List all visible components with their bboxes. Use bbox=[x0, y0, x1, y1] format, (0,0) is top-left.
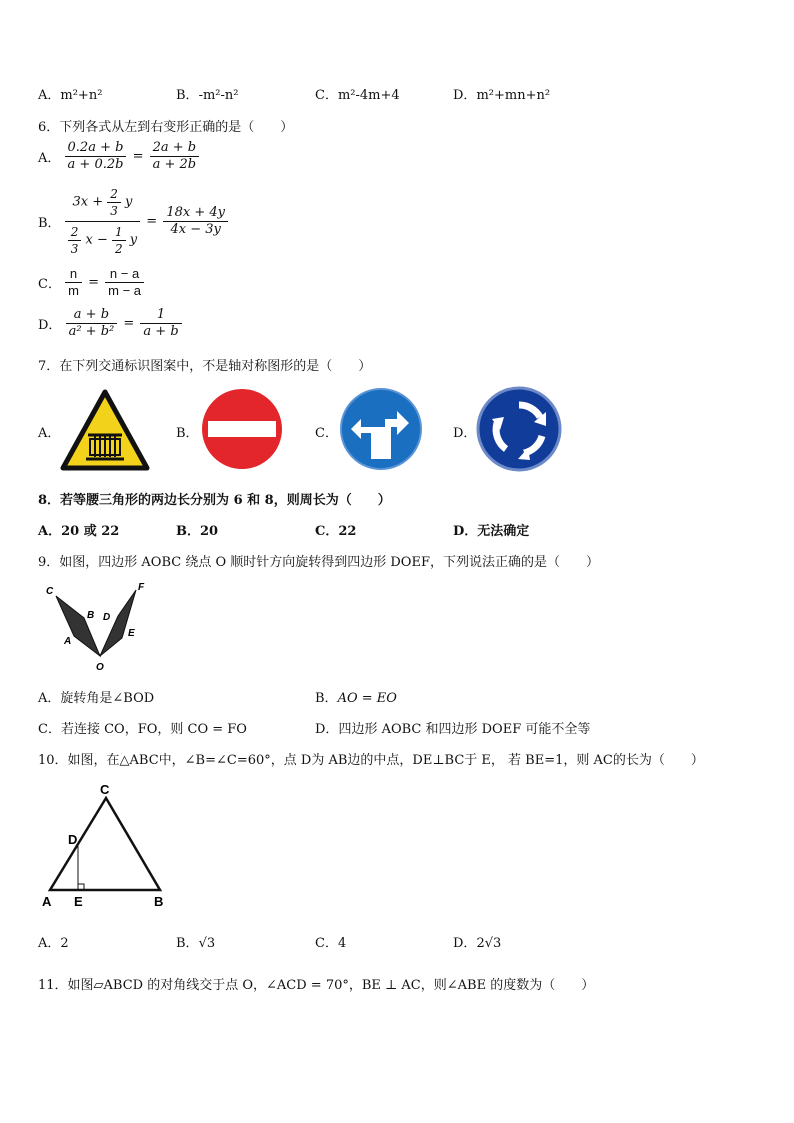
q5-option-b[interactable]: B．-m²-n² bbox=[176, 88, 239, 103]
q7-option-d-letter[interactable]: D． bbox=[453, 426, 477, 441]
q8-option-d[interactable]: D．无法确定 bbox=[453, 524, 530, 539]
q5-option-c[interactable]: C．m²-4m+4 bbox=[315, 88, 400, 103]
fraction: $\frac{1}{a + b}$ bbox=[140, 307, 181, 340]
q9-option-a[interactable]: A．旋转角是∠BOD bbox=[38, 691, 155, 706]
q5-option-a[interactable]: A．m²+n² bbox=[38, 88, 103, 103]
q5-option-d[interactable]: D．m²+mn+n² bbox=[453, 88, 551, 103]
fraction: $\frac{0.2a + b}{a + 0.2b}$ bbox=[65, 140, 127, 173]
complex-fraction: 3x + $\frac{2}{3}$ y $\frac{2}{3}$ x − $\frac{1}{2}$ y bbox=[65, 186, 140, 257]
label-a: A bbox=[42, 894, 52, 909]
fraction: $\frac{a + b}{\text{a² + b²}}$ bbox=[66, 307, 118, 340]
q8-option-c[interactable]: C．22 bbox=[315, 524, 357, 539]
fraction: $\frac{18x + 4y}{4x - 3y}$ bbox=[163, 205, 228, 238]
q6-option-a[interactable]: A． $\frac{0.2a + b}{a + 0.2b}$ = $\frac{2a + b}{a + 2b}$ bbox=[38, 140, 199, 173]
label-c: C bbox=[100, 782, 110, 797]
railway-crossing-warning-sign-icon bbox=[60, 389, 150, 471]
q9-option-b[interactable]: B．AO = EO bbox=[315, 691, 397, 706]
q7-option-a-letter[interactable]: A． bbox=[38, 426, 61, 441]
label-d: D bbox=[68, 832, 78, 847]
equilateral-triangle-figure bbox=[38, 778, 178, 912]
label-o: O bbox=[96, 662, 104, 673]
label-b: B bbox=[154, 894, 164, 909]
q6-stem: 6．下列各式从左到右变形正确的是（ ） bbox=[38, 120, 294, 135]
q10-option-a[interactable]: A．2 bbox=[38, 936, 69, 951]
label-a: A bbox=[64, 636, 72, 647]
q6-option-c[interactable]: C． $\frac{n}{m}$ = $\frac{n - a}{m - a}$ bbox=[38, 266, 144, 299]
q7-option-c-letter[interactable]: C． bbox=[315, 426, 338, 441]
left-or-right-turn-sign-icon bbox=[339, 387, 423, 471]
label-f: F bbox=[138, 582, 145, 593]
fraction: $\frac{n}{m}$ bbox=[65, 266, 82, 299]
q6-option-d[interactable]: D． $\frac{a + b}{\text{a² + b²}}$ = $\frac{1}{a + b}$ bbox=[38, 307, 182, 340]
label-e: E bbox=[128, 628, 135, 639]
q9-stem: 9．如图，四边形 AOBC 绕点 O 顺时针方向旋转得到四边形 DOEF，下列说法正确的是（ ） bbox=[38, 555, 599, 570]
q10-option-c[interactable]: C．4 bbox=[315, 936, 347, 951]
roundabout-sign-icon bbox=[476, 386, 562, 472]
fraction: $\frac{2a + b}{a + 2b}$ bbox=[150, 140, 200, 173]
label-e: E bbox=[74, 894, 83, 909]
q8-option-a[interactable]: A．20 或 22 bbox=[38, 524, 120, 539]
q10-stem: 10．如图，在△ABC中，∠B=∠C=60°，点 D为 AB边的中点，DE⊥BC于 E， 若 BE=1，则 AC的长为（ ） bbox=[38, 753, 704, 768]
q7-stem: 7．在下列交通标识图案中，不是轴对称图形的是（ ） bbox=[38, 359, 372, 374]
label-b: B bbox=[87, 610, 95, 621]
q8-option-b[interactable]: B．20 bbox=[176, 524, 219, 539]
q10-option-d[interactable]: D．2√3 bbox=[453, 936, 502, 951]
q9-option-d[interactable]: D．四边形 AOBC 和四边形 DOEF 可能不全等 bbox=[315, 722, 591, 737]
fraction: $\frac{n - a}{m - a}$ bbox=[105, 266, 144, 299]
q11-stem: 11．如图▱ABCD 的对角线交于点 O，∠ACD = 70°，BE ⊥ AC，则∠ABE 的度数为（ ） bbox=[38, 978, 595, 993]
label-d: D bbox=[103, 612, 111, 623]
q8-stem: 8．若等腰三角形的两边长分别为 6 和 8，则周长为（ ） bbox=[38, 493, 391, 508]
q9-option-c[interactable]: C．若连接 CO，FO，则 CO = FO bbox=[38, 722, 247, 737]
q10-option-b[interactable]: B．√3 bbox=[176, 936, 216, 951]
label-c: C bbox=[46, 586, 54, 597]
rotated-quadrilaterals-figure bbox=[40, 578, 150, 676]
q6-option-b[interactable]: B． 3x + $\frac{2}{3}$ y $\frac{2}{3}$ x − $\frac{1}{2}$ y = $\frac{18x + 4y}{4x - 3y}$ bbox=[38, 186, 228, 257]
no-entry-sign-icon bbox=[200, 387, 284, 471]
q7-option-b-letter[interactable]: B． bbox=[176, 426, 199, 441]
